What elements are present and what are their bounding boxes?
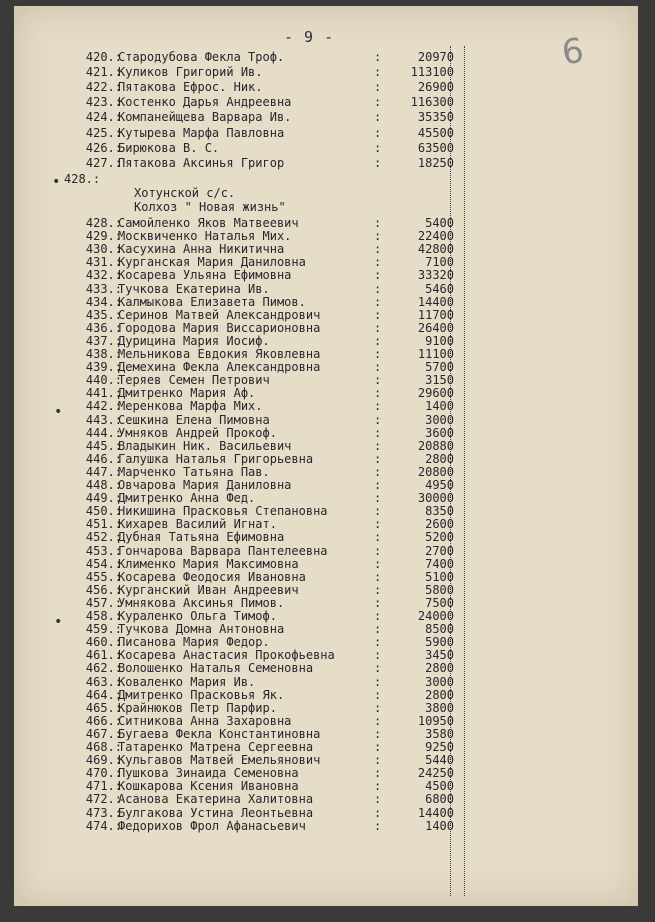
person-name: Галушка Наталья Григорьевна (118, 451, 314, 466)
ledger-entries (14, 6, 638, 906)
amount-value: 2700 (425, 543, 454, 558)
amount-value: 3000 (425, 412, 454, 427)
amount-value: 3600 (425, 425, 454, 440)
amount-value: 24000 (417, 609, 454, 623)
entry-number: 444.: (85, 425, 122, 440)
entry-number: 450.: (85, 504, 122, 519)
column-separator: : (374, 648, 382, 663)
entry-number: 447.: (85, 464, 122, 479)
entry-number: 462.: (85, 661, 122, 676)
amount-value: 24250 (417, 766, 454, 781)
ledger-row (14, 373, 638, 387)
column-separator: : (374, 155, 382, 170)
ledger-row (14, 308, 638, 322)
entry-number: 466.: (85, 713, 122, 728)
ledger-row (14, 242, 638, 256)
person-name: Умняков Андрей Прокоф. (118, 425, 277, 440)
amount-value: 22400 (417, 229, 454, 244)
entry-number: 431.: (85, 255, 122, 270)
entry-number: 427.: (85, 155, 122, 170)
column-separator: : (374, 320, 382, 335)
amount-value: 20970 (417, 50, 454, 64)
amount-value: 63500 (417, 140, 454, 155)
column-separator: : (374, 268, 382, 283)
amount-value: 14400 (417, 805, 454, 820)
ledger-row (14, 544, 638, 558)
entry-number: 432.: (85, 268, 122, 283)
entry-number: 455.: (85, 569, 122, 584)
column-separator: : (374, 281, 382, 296)
amount-value: 8500 (425, 622, 454, 637)
page-number: - 9 - (284, 28, 335, 46)
document-page (14, 6, 638, 906)
column-separator: : (374, 530, 382, 545)
ledger-row (14, 714, 638, 728)
amount-value: 30000 (417, 491, 454, 506)
entry-number: 474.: (85, 818, 122, 833)
amount-value: 7400 (425, 556, 454, 571)
ledger-row (14, 609, 638, 623)
entry-number: 426.: (85, 140, 122, 155)
person-name: Бугаева Фекла Константиновна (118, 726, 321, 741)
amount-value: 113100 (410, 65, 454, 80)
ledger-row (14, 622, 638, 636)
column-separator: : (374, 622, 382, 637)
entry-number: 434.: (85, 294, 122, 309)
person-name: Дурицина Мария Иосиф. (118, 333, 270, 348)
person-name: Пушкова Зинаида Семеновна (118, 766, 299, 781)
column-separator: : (374, 294, 382, 309)
entry-number: 463.: (85, 674, 122, 689)
person-name: Крайнюков Петр Парфир. (118, 700, 277, 715)
ledger-row (14, 504, 638, 518)
ledger-row (14, 675, 638, 689)
column-separator: : (374, 726, 382, 741)
column-separator: : (374, 713, 382, 728)
person-name: Писанова Мария Федор. (118, 635, 270, 650)
ledger-row (14, 819, 638, 833)
person-name: Тучкова Екатерина Ив. (118, 281, 270, 296)
ledger-row (14, 727, 638, 741)
person-name: Пятакова Аксинья Григор (118, 155, 285, 170)
ink-mark: • (52, 174, 61, 190)
column-separator: : (374, 792, 382, 807)
entry-number: 428.: (85, 216, 122, 230)
person-name: Самойленко Яков Матвеевич (118, 216, 299, 230)
person-name: Косарева Анастасия Прокофьевна (118, 648, 335, 663)
ledger-row (14, 426, 638, 440)
entry-number: 457.: (85, 595, 122, 610)
ledger-row (14, 792, 638, 806)
entry-number: 437.: (85, 333, 122, 348)
column-separator: : (374, 255, 382, 270)
column-separator: : (374, 140, 382, 155)
person-name: Марченко Татьяна Пав. (118, 464, 270, 479)
column-separator: : (374, 609, 382, 623)
column-separator: : (374, 125, 382, 140)
entry-number: 456.: (85, 582, 122, 597)
amount-value: 4500 (425, 779, 454, 794)
person-name: Москвиченко Наталья Мих. (118, 229, 292, 244)
column-separator: : (374, 595, 382, 610)
ledger-row (14, 334, 638, 348)
column-separator: : (374, 740, 382, 754)
person-name: Стародубова Фекла Троф. (118, 50, 285, 64)
column-separator: : (374, 80, 382, 95)
entry-number: 449.: (85, 491, 122, 506)
amount-value: 116300 (410, 95, 454, 110)
amount-value: 2600 (425, 517, 454, 532)
entry-number: 452.: (85, 530, 122, 545)
ledger-row (14, 80, 638, 94)
column-separator: : (374, 333, 382, 348)
amount-value: 9100 (425, 333, 454, 348)
person-name: Демехина Фекла Александровна (118, 360, 321, 375)
ledger-row (14, 530, 638, 544)
entry-number: 445.: (85, 438, 122, 453)
entry-number: 469.: (85, 753, 122, 768)
ink-mark: • (54, 614, 63, 630)
ledger-row (14, 806, 638, 820)
entry-number: 468.: (85, 740, 122, 754)
entry-number: 465.: (85, 700, 122, 715)
ledger-row (14, 596, 638, 610)
entry-number: 433.: (85, 281, 122, 296)
ledger-row (14, 465, 638, 479)
ledger-row (14, 766, 638, 780)
entry-number: 467.: (85, 726, 122, 741)
amount-value: 5800 (425, 582, 454, 597)
entry-number: 439.: (85, 360, 122, 375)
ledger-row (14, 141, 638, 155)
entry-number: 436.: (85, 320, 122, 335)
column-separator: : (374, 451, 382, 466)
column-separator: : (374, 216, 382, 230)
amount-value: 3450 (425, 648, 454, 663)
person-name: Серинов Матвей Александрович (118, 307, 321, 322)
person-name: Куликов Григорий Ив. (118, 65, 263, 80)
column-separator: : (374, 347, 382, 361)
column-separator: : (374, 805, 382, 820)
person-name: Федорихов Фрол Афанасьевич (118, 818, 306, 833)
amount-value: 7500 (425, 595, 454, 610)
person-name: Ситникова Анна Захаровна (118, 713, 292, 728)
ledger-row (14, 65, 638, 79)
amount-value: 9250 (425, 740, 454, 754)
column-separator: : (374, 65, 382, 80)
column-separator: : (374, 556, 382, 571)
ledger-row (14, 156, 638, 170)
amount-value: 26400 (417, 320, 454, 335)
amount-value: 10950 (417, 713, 454, 728)
column-separator: : (374, 412, 382, 427)
entry-number: 473.: (85, 805, 122, 820)
column-separator: : (374, 582, 382, 597)
column-separator: : (374, 517, 382, 532)
column-separator: : (374, 307, 382, 322)
person-name: Умнякова Аксинья Пимов. (118, 595, 285, 610)
column-separator: : (374, 569, 382, 584)
village-council-heading: Хотунской с/с. (134, 186, 236, 200)
column-separator: : (374, 373, 382, 388)
amount-value: 2800 (425, 687, 454, 702)
ledger-row (14, 95, 638, 109)
amount-value: 2800 (425, 451, 454, 466)
amount-value: 42800 (417, 242, 454, 257)
person-name: Курганская Мария Даниловна (118, 255, 306, 270)
amount-value: 11100 (417, 347, 454, 361)
column-separator: : (374, 674, 382, 689)
amount-value: 18250 (417, 155, 454, 170)
person-name: Никишина Прасковья Степановна (118, 504, 328, 519)
person-name: Компанейщева Варвара Ив. (118, 110, 292, 125)
entry-number: 422.: (85, 80, 122, 95)
ledger-row (14, 386, 638, 400)
entry-number: 423.: (85, 95, 122, 110)
ledger-row (14, 478, 638, 492)
entry-number: 443.: (85, 412, 122, 427)
person-name: Клименко Мария Максимовна (118, 556, 299, 571)
column-separator: : (374, 438, 382, 453)
amount-value: 8350 (425, 504, 454, 519)
person-name: Кошкарова Ксения Ивановна (118, 779, 299, 794)
ledger-row (14, 50, 638, 64)
column-separator: : (374, 110, 382, 125)
entry-number: 471.: (85, 779, 122, 794)
ledger-row (14, 583, 638, 597)
ledger-row (14, 439, 638, 453)
amount-value: 3150 (425, 373, 454, 388)
entry-number: 453.: (85, 543, 122, 558)
amount-value: 3580 (425, 726, 454, 741)
column-separator: : (374, 478, 382, 492)
column-separator: : (374, 425, 382, 440)
amount-value: 5900 (425, 635, 454, 650)
person-name: Костенко Дарья Андреевна (118, 95, 292, 110)
entry-number: 425.: (85, 125, 122, 140)
column-separator: : (374, 753, 382, 768)
amount-value: 3800 (425, 700, 454, 715)
entry-number: 441.: (85, 386, 122, 401)
entry-number: 420.: (85, 50, 122, 64)
amount-value: 11700 (417, 307, 454, 322)
person-name: Владыкин Ник. Васильевич (118, 438, 292, 453)
ledger-row (14, 229, 638, 243)
person-name: Теряев Семен Петрович (118, 373, 270, 388)
column-separator: : (374, 543, 382, 558)
ledger-row (14, 753, 638, 767)
ledger-row (14, 413, 638, 427)
entry-number: 430.: (85, 242, 122, 257)
column-separator: : (374, 766, 382, 781)
stray-entry-number: 428.: (64, 172, 101, 186)
ledger-row (14, 110, 638, 124)
column-separator: : (374, 818, 382, 833)
amount-value: 7100 (425, 255, 454, 270)
person-name: Калмыкова Елизавета Пимов. (118, 294, 306, 309)
amount-value: 29600 (417, 386, 454, 401)
person-name: Кульгавов Матвей Емельянович (118, 753, 321, 768)
amount-value: 26900 (417, 80, 454, 95)
amount-value: 5460 (425, 281, 454, 296)
ledger-row (14, 557, 638, 571)
ledger-row (14, 740, 638, 754)
person-name: Сешкина Елена Пимовна (118, 412, 270, 427)
amount-value: 5400 (425, 216, 454, 230)
ledger-row (14, 255, 638, 269)
entry-number: 424.: (85, 110, 122, 125)
amount-value: 35350 (417, 110, 454, 125)
amount-value: 4950 (425, 478, 454, 492)
ledger-row (14, 570, 638, 584)
ledger-row (14, 282, 638, 296)
entry-number: 421.: (85, 65, 122, 80)
entry-number: 459.: (85, 622, 122, 637)
amount-value: 2800 (425, 661, 454, 676)
person-name: Волошенко Наталья Семеновна (118, 661, 314, 676)
column-separator: : (374, 229, 382, 244)
entry-number: 458.: (85, 609, 122, 623)
amount-value: 5700 (425, 360, 454, 375)
ledger-row (14, 635, 638, 649)
person-name: Меренкова Марфа Мих. (118, 399, 263, 414)
column-separator: : (374, 779, 382, 794)
column-separator: : (374, 661, 382, 676)
ledger-row (14, 399, 638, 413)
ledger-row (14, 517, 638, 531)
entry-number: 440.: (85, 373, 122, 388)
column-separator: : (374, 700, 382, 715)
entry-number: 470.: (85, 766, 122, 781)
ledger-row (14, 688, 638, 702)
person-name: Татаренко Матрена Сергеевна (118, 740, 314, 754)
person-name: Косарева Феодосия Ивановна (118, 569, 306, 584)
ink-mark: • (54, 404, 63, 420)
amount-value: 5200 (425, 530, 454, 545)
column-separator: : (374, 399, 382, 414)
ledger-row (14, 452, 638, 466)
entry-number: 454.: (85, 556, 122, 571)
ledger-row (14, 268, 638, 282)
amount-value: 33320 (417, 268, 454, 283)
entry-number: 472.: (85, 792, 122, 807)
entry-number: 464.: (85, 687, 122, 702)
ledger-row (14, 360, 638, 374)
person-name: Гончарова Варвара Пантелеевна (118, 543, 328, 558)
ledger-row (14, 347, 638, 361)
ledger-row (14, 661, 638, 675)
amount-value: 1400 (425, 399, 454, 414)
person-name: Кихарев Василий Игнат. (118, 517, 277, 532)
ledger-row (14, 295, 638, 309)
amount-value: 20800 (417, 464, 454, 479)
person-name: Косарева Ульяна Ефимовна (118, 268, 292, 283)
column-separator: : (374, 242, 382, 257)
column-separator: : (374, 491, 382, 506)
column-separator: : (374, 386, 382, 401)
person-name: Дубная Татьяна Ефимовна (118, 530, 285, 545)
amount-value: 14400 (417, 294, 454, 309)
person-name: Дмитренко Мария Аф. (118, 386, 256, 401)
entry-number: 435.: (85, 307, 122, 322)
person-name: Дмитренко Прасковья Як. (118, 687, 285, 702)
ledger-row (14, 321, 638, 335)
entry-number: 451.: (85, 517, 122, 532)
entry-number: 460.: (85, 635, 122, 650)
entry-number: 461.: (85, 648, 122, 663)
entry-number: 448.: (85, 478, 122, 492)
amount-value: 1400 (425, 818, 454, 833)
column-separator: : (374, 687, 382, 702)
person-name: Мельникова Евдокия Яковлевна (118, 347, 321, 361)
column-separator: : (374, 360, 382, 375)
entry-number: 429.: (85, 229, 122, 244)
person-name: Бирюкова В. С. (118, 140, 220, 155)
ledger-row (14, 648, 638, 662)
amount-value: 3000 (425, 674, 454, 689)
ledger-row (14, 216, 638, 230)
person-name: Коваленко Мария Ив. (118, 674, 256, 689)
ledger-row (14, 126, 638, 140)
person-name: Тучкова Домна Антоновна (118, 622, 285, 637)
ledger-row (14, 779, 638, 793)
amount-value: 6800 (425, 792, 454, 807)
column-separator: : (374, 95, 382, 110)
person-name: Кутырева Марфа Павловна (118, 125, 285, 140)
amount-value: 5440 (425, 753, 454, 768)
person-name: Кураленко Ольга Тимоф. (118, 609, 277, 623)
amount-value: 5100 (425, 569, 454, 584)
column-separator: : (374, 464, 382, 479)
person-name: Овчарова Мария Даниловна (118, 478, 292, 492)
kolkhoz-heading: Колхоз " Новая жизнь" (134, 200, 286, 214)
person-name: Пятакова Ефрос. Ник. (118, 80, 263, 95)
person-name: Дмитренко Анна Фед. (118, 491, 256, 506)
entry-number: 446.: (85, 451, 122, 466)
person-name: Булгакова Устина Леонтьевна (118, 805, 314, 820)
column-separator: : (374, 504, 382, 519)
person-name: Курганский Иван Андреевич (118, 582, 299, 597)
person-name: Асанова Екатерина Халитовна (118, 792, 314, 807)
ledger-row (14, 491, 638, 505)
ledger-row (14, 701, 638, 715)
amount-value: 20880 (417, 438, 454, 453)
column-separator: : (374, 635, 382, 650)
pencil-note: 6 (559, 30, 587, 74)
entry-number: 442.: (85, 399, 122, 414)
column-separator: : (374, 50, 382, 64)
entry-number: 438.: (85, 347, 122, 361)
person-name: Городова Мария Виссарионовна (118, 320, 321, 335)
amount-value: 45500 (417, 125, 454, 140)
person-name: Касухина Анна Никитична (118, 242, 285, 257)
